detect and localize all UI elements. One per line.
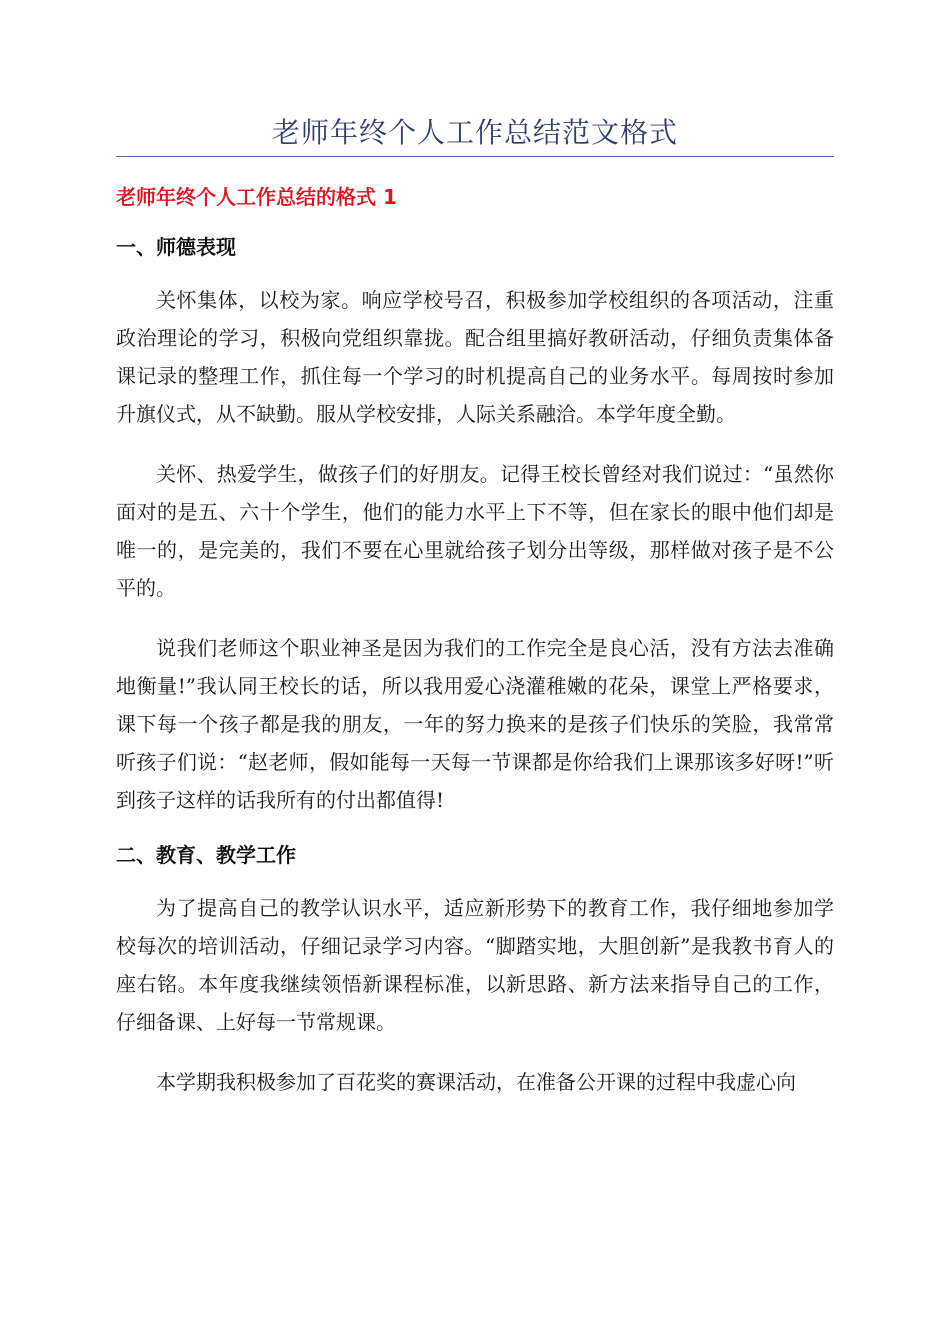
subheading-teaching: 二、教育、教学工作 [116, 843, 296, 867]
paragraph: 关怀、热爱学生，做孩子们的好朋友。记得王校长曾经对我们说过：“虽然你面对的是五、六十个学生，他们的能力水平上下不等，但在家长的眼中他们却是唯一的，是完美的，我们不要在心里就给孩子划分出等级，那样做对孩子是不公平的。 [116, 462, 834, 600]
subheading-ethics: 一、师德表现 [116, 235, 236, 259]
section-heading-red: 老师年终个人工作总结的格式 1 [116, 185, 397, 209]
document-title: 老师年终个人工作总结范文格式 [271, 116, 678, 149]
paragraph: 关怀集体，以校为家。响应学校号召，积极参加学校组织的各项活动，注重政治理论的学习，积极向党组织靠拢。配合组里搞好教研活动，仔细负责集体备课记录的整理工作，抓住每一个学习的时机提高自己的业务水平。每周按时参加升旗仪式，从不缺勤。服从学校安排，人际关系融洽。本学年度全勤。 [116, 288, 834, 426]
document-page [116, 0, 834, 1101]
paragraph: 说我们老师这个职业神圣是因为我们的工作完全是良心活，没有方法去准确地衡量!”我认同王校长的话，所以我用爱心浇灌稚嫩的花朵，课堂上严格要求，课下每一个孩子都是我的朋友，一年的努力换来的是孩子们快乐的笑脸，我常常听孩子们说：“赵老师，假如能每一天每一节课都是你给我们上课那该多好呀!”听到孩子这样的话我所有的付出都值得! [116, 636, 834, 812]
paragraph: 为了提高自己的教学认识水平，适应新形势下的教育工作，我仔细地参加学校每次的培训活动，仔细记录学习内容。“脚踏实地，大胆创新”是我教书育人的座右铭。本年度我继续领悟新课程标准，以新思路、新方法来指导自己的工作，仔细备课、上好每一节常规课。 [116, 896, 834, 1034]
paragraph: 本学期我积极参加了百花奖的赛课活动，在准备公开课的过程中我虚心向 [156, 1070, 796, 1094]
title-underline [116, 156, 834, 157]
